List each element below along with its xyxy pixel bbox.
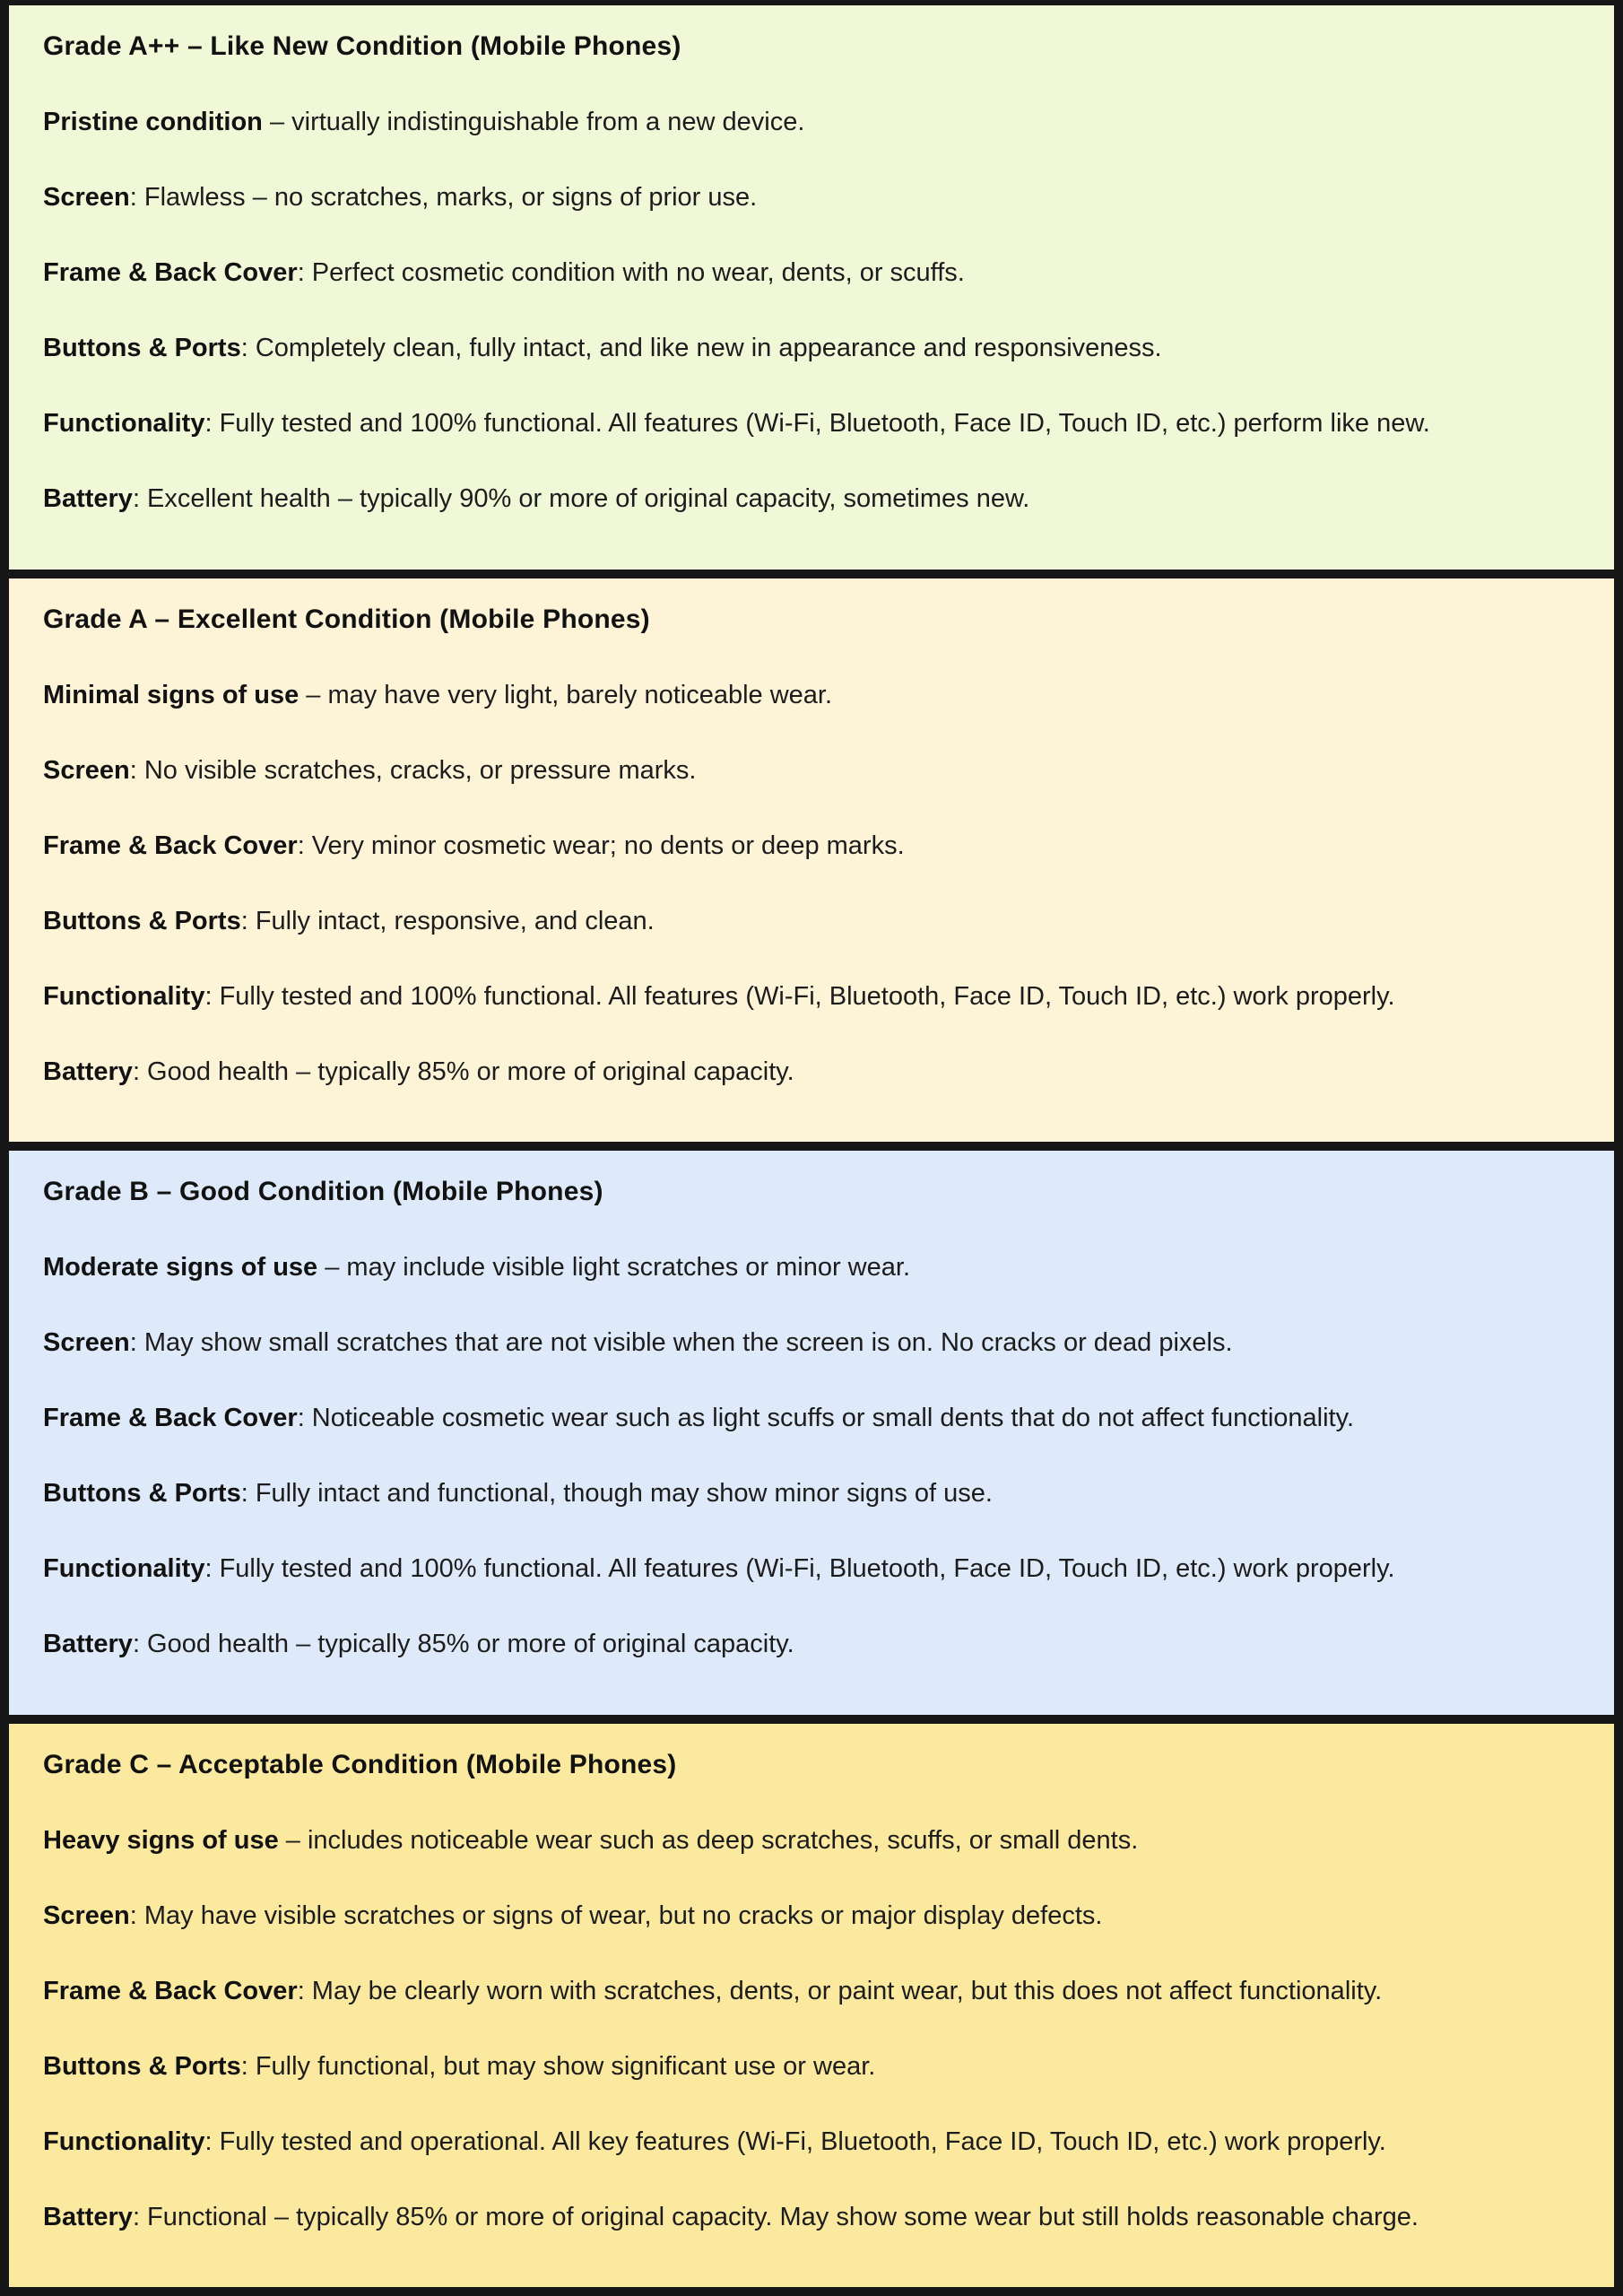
item-text: : Perfect cosmetic condition with no wear, dents, or scuffs. — [297, 258, 965, 287]
item-text: : Completely clean, fully intact, and like new in appearance and responsiveness. — [240, 334, 1162, 362]
item-label: Functionality — [43, 981, 205, 1011]
item-label: Frame & Back Cover — [43, 258, 298, 287]
item-text: : Fully tested and 100% functional. All features (Wi-Fi, Bluetooth, Face ID, Touch ID, etc.) work properly. — [204, 981, 1395, 1011]
section-title: Grade A++ – Like New Condition (Mobile Phones) — [43, 31, 681, 61]
item-text: : Good health – typically 85% or more of original capacity. — [132, 1057, 794, 1086]
item-text: : Excellent health – typically 90% or more of original capacity, sometimes new. — [132, 484, 1030, 513]
item-label: Battery — [43, 484, 133, 513]
item-label: Moderate signs of use — [43, 1253, 318, 1282]
item-overview — [43, 1824, 1580, 1857]
section-grade-c — [9, 1724, 1614, 2288]
item-frame-back-cover — [43, 1402, 1580, 1434]
item-label: Functionality — [43, 1554, 205, 1583]
item-label: Battery — [43, 1057, 133, 1086]
item-label: Heavy signs of use — [43, 1825, 279, 1855]
section-grade-a-plus-plus — [9, 5, 1614, 570]
item-battery — [43, 2201, 1580, 2233]
item-overview — [43, 106, 1580, 138]
item-text: : May show small scratches that are not visible when the screen is on. No cracks or dead pixels. — [129, 1328, 1233, 1357]
item-buttons-ports — [43, 2050, 1580, 2083]
item-label: Screen — [43, 1328, 130, 1357]
section-title: Grade C – Acceptable Condition (Mobile Phones) — [43, 1749, 677, 1779]
item-text: – includes noticeable wear such as deep scratches, scuffs, or small dents. — [278, 1825, 1139, 1855]
item-screen — [43, 181, 1580, 213]
item-text: : Fully intact and functional, though may show minor signs of use. — [240, 1479, 993, 1508]
item-functionality — [43, 980, 1580, 1013]
item-buttons-ports — [43, 332, 1580, 364]
item-text: : Fully intact, responsive, and clean. — [240, 906, 655, 935]
item-label: Buttons & Ports — [43, 2051, 241, 2081]
item-battery — [43, 1056, 1580, 1088]
item-frame-back-cover — [43, 1975, 1580, 2007]
item-screen — [43, 1326, 1580, 1359]
section-title: Grade A – Excellent Condition (Mobile Phones) — [43, 604, 650, 634]
item-screen — [43, 754, 1580, 787]
item-label: Battery — [43, 2202, 133, 2231]
item-overview — [43, 679, 1580, 711]
item-label: Frame & Back Cover — [43, 1976, 298, 2005]
item-label: Functionality — [43, 409, 205, 438]
item-text: : Functional – typically 85% or more of original capacity. May show some wear but still holds reasonable charge. — [132, 2202, 1419, 2231]
item-text: – virtually indistinguishable from a new device. — [262, 108, 805, 136]
item-text: : Fully tested and operational. All key features (Wi-Fi, Bluetooth, Face ID, Touch ID, etc.) work properly. — [204, 2126, 1386, 2156]
item-label: Battery — [43, 1630, 133, 1658]
item-label: Buttons & Ports — [43, 906, 241, 935]
item-battery — [43, 1628, 1580, 1660]
item-text: : Noticeable cosmetic wear such as light scuffs or small dents that do not affect functionality. — [297, 1404, 1354, 1432]
item-label: Pristine condition — [43, 108, 263, 136]
item-text: : Fully tested and 100% functional. All features (Wi-Fi, Bluetooth, Face ID, Touch ID, etc.) work properly. — [204, 1554, 1395, 1583]
item-text: : Very minor cosmetic wear; no dents or deep marks. — [297, 831, 905, 860]
item-text: : No visible scratches, cracks, or pressure marks. — [129, 755, 697, 785]
item-label: Frame & Back Cover — [43, 1404, 298, 1432]
item-overview — [43, 1251, 1580, 1283]
item-buttons-ports — [43, 905, 1580, 937]
item-text: : Fully functional, but may show significant use or wear. — [240, 2051, 876, 2081]
item-frame-back-cover — [43, 257, 1580, 289]
item-label: Buttons & Ports — [43, 334, 241, 362]
item-label: Functionality — [43, 2126, 205, 2156]
item-text: – may include visible light scratches or minor wear. — [317, 1253, 910, 1282]
item-functionality — [43, 2126, 1580, 2158]
item-battery — [43, 483, 1580, 515]
item-text: – may have very light, barely noticeable wear. — [299, 680, 833, 709]
item-text: : Good health – typically 85% or more of original capacity. — [132, 1630, 794, 1658]
section-title: Grade B – Good Condition (Mobile Phones) — [43, 1177, 603, 1206]
item-text: : May be clearly worn with scratches, dents, or paint wear, but this does not affect functionality. — [297, 1976, 1383, 2005]
item-label: Minimal signs of use — [43, 680, 299, 709]
item-functionality — [43, 407, 1580, 439]
item-label: Screen — [43, 1900, 130, 1930]
item-label: Screen — [43, 183, 130, 212]
item-screen — [43, 1900, 1580, 1932]
item-label: Frame & Back Cover — [43, 831, 298, 860]
section-grade-a — [9, 578, 1614, 1143]
item-text: : May have visible scratches or signs of wear, but no cracks or major display defects. — [129, 1900, 1103, 1930]
item-text: : Flawless – no scratches, marks, or signs of prior use. — [129, 183, 758, 212]
section-grade-b — [9, 1151, 1614, 1715]
item-functionality — [43, 1552, 1580, 1585]
item-label: Screen — [43, 755, 130, 785]
item-label: Buttons & Ports — [43, 1479, 241, 1508]
item-frame-back-cover — [43, 830, 1580, 862]
item-buttons-ports — [43, 1477, 1580, 1509]
item-text: : Fully tested and 100% functional. All features (Wi-Fi, Bluetooth, Face ID, Touch ID, etc.) perform like new. — [204, 409, 1430, 438]
